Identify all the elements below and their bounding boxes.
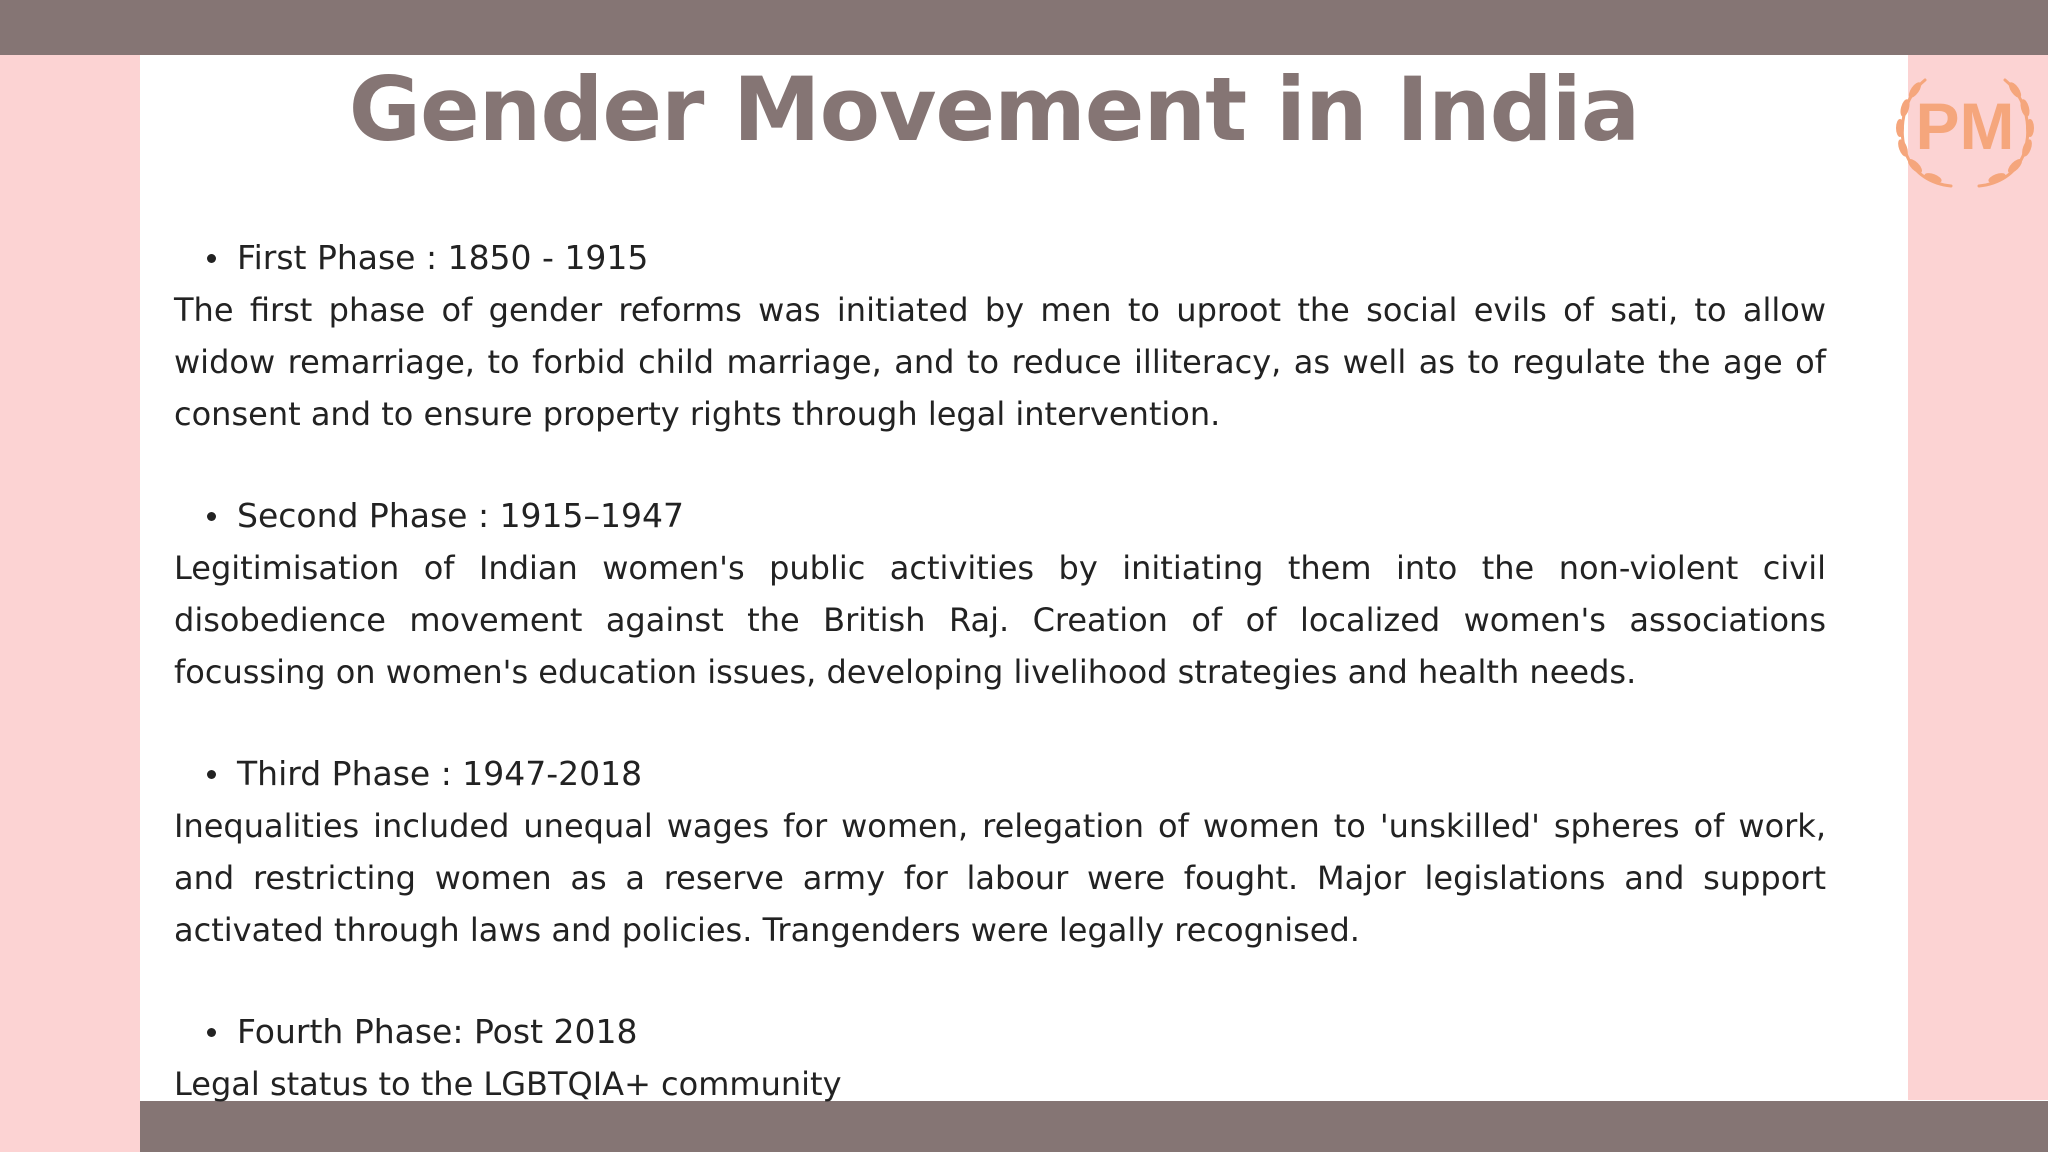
phase-heading [174, 748, 1826, 800]
right-side-strip [1908, 55, 2048, 1100]
phase-list [174, 232, 1826, 1110]
phase-description: Legal status to the LGBTQIA+ community [174, 1065, 842, 1103]
phase-description: Legitimisation of Indian women's public activities by initiating them into the non-violent civil disobedience movement against the British Raj. Creation of of localized women's associations focussing on women's education issues, developing livelihood strategies and health needs. [174, 549, 1826, 691]
phase-heading-text: Third Phase : 1947-2018 [237, 754, 643, 793]
logo-text: PM [1915, 89, 2015, 163]
phase-heading-text: First Phase : 1850 - 1915 [237, 238, 649, 277]
slide-title: Gender Movement in India [348, 58, 1640, 161]
bullet-icon [207, 512, 216, 521]
phase-heading-text: Second Phase : 1915–1947 [237, 496, 685, 535]
phase-heading [174, 490, 1826, 542]
pm-logo [1885, 68, 2045, 194]
phase-description: Inequalities included unequal wages for women, relegation of women to 'unskilled' spheres of work, and restricting women as a reserve army for labour were fought. Major legislations and support activated through laws and policies. Trangenders were legally recognised. [174, 807, 1826, 949]
phase-item [174, 232, 1826, 440]
bullet-icon [207, 770, 216, 779]
top-bar [0, 0, 2048, 55]
phase-item [174, 490, 1826, 698]
left-side-strip [0, 55, 140, 1152]
phase-item [174, 1006, 1826, 1110]
phase-heading-text: Fourth Phase: Post 2018 [237, 1012, 638, 1051]
bullet-icon [207, 1028, 216, 1037]
phase-heading [174, 1006, 1826, 1058]
phase-heading [174, 232, 1826, 284]
phase-item [174, 748, 1826, 956]
phase-description: The first phase of gender reforms was initiated by men to uproot the social evils of sati, to allow widow remarriage, to forbid child marriage, and to reduce illiteracy, as well as to regulate the age of consent and to ensure property rights through legal intervention. [174, 291, 1826, 433]
bullet-icon [207, 254, 216, 263]
